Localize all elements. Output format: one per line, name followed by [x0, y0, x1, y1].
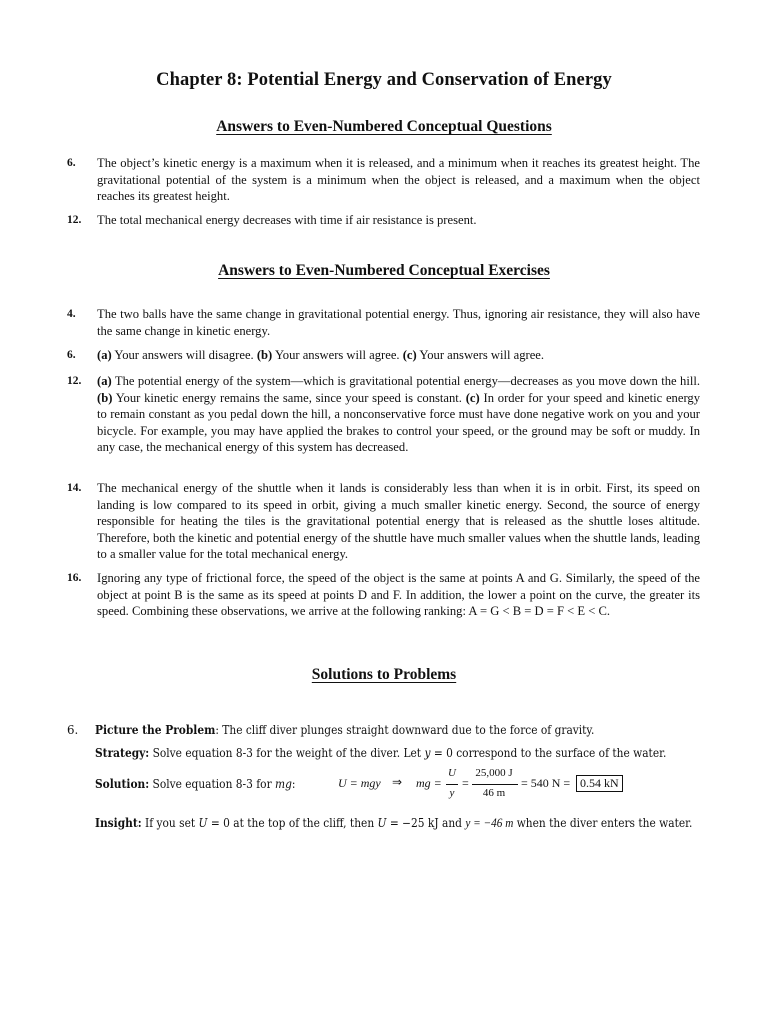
exercise-number: 14.	[67, 482, 82, 494]
strategy-text-2: = 0 correspond to the surface of the water.	[430, 746, 667, 760]
exercise-answer-text: The mechanical energy of the shuttle when it lands is considerably less than when it is in orbit. First, its speed on landing is low compared to its speed in orbit, giving a much smaller kinetic energy. Second, the source of energy responsible for heating the tiles is the gravitational potential energy that is released as the shuttle loses altitude. Therefore, both the kinetic and potential energy of the shuttle have much smaller values when the shuttle lands, leading to a smaller value for the total mechanical energy.	[97, 481, 700, 561]
part-c-text: Your answers will agree.	[416, 348, 545, 362]
insight-text-2: = 0 at the top of the cliff, then	[207, 816, 378, 830]
exercise-answer-text: The two balls have the same change in gravitational potential energy. Thus, ignoring air resistance, they will also have the same change in kinetic energy.	[97, 307, 700, 338]
part-c-label: (c)	[402, 348, 417, 362]
solution-line	[95, 776, 295, 792]
part-a-label: (a)	[97, 348, 112, 362]
picture-the-problem-text: : The cliff diver plunges straight downward due to the force of gravity.	[215, 723, 595, 737]
insight-variable-u2: U	[377, 816, 387, 830]
insight-y-value: y = −46 m	[465, 816, 514, 830]
strategy-text-1: Solve equation 8-3 for the weight of the diver. Let	[149, 746, 425, 760]
exercise-answer-text	[97, 347, 700, 364]
insight-line	[95, 815, 692, 831]
equation-implies-arrow: ⇒	[392, 775, 403, 789]
fraction-2-denominator: 46 m	[482, 787, 506, 799]
exercise-item-12	[67, 373, 700, 456]
insight-text-1: If you set	[141, 816, 199, 830]
exercise-answer-text: Ignoring any type of frictional force, the speed of the object is the same at points A and G. Similarly, the speed of the object at point B is the same as its speed at points D and F. In addition, the lower a point on the curve, the greater its speed. Combining these observations, we arrive at the following ranking: A = G < B = D = F < E < C.	[97, 571, 700, 618]
insight-variable-u: U	[198, 816, 208, 830]
solution-label: Solution:	[95, 777, 150, 791]
part-b-text: Your kinetic energy remains the same, since your speed is constant.	[112, 390, 466, 405]
solutions-heading-text: Solutions to Problems	[311, 666, 457, 683]
strategy-variable: y	[424, 746, 431, 760]
part-a-text: The potential energy of the system—which is gravitational potential energy—decreases as you move down the hill.	[111, 374, 700, 388]
equation-mg: mg =	[416, 776, 442, 790]
insight-label: Insight:	[95, 816, 142, 830]
exercise-item-4	[67, 306, 700, 339]
equation-result: = 540 N =	[521, 776, 571, 790]
problem-number: 6.	[67, 723, 79, 737]
boxed-answer: 0.54 kN	[576, 775, 623, 792]
question-answer-text: The object’s kinetic energy is a maximum when it is released, and a minimum when it reaches its greatest height. The gravitational potential of the system is a minimum when the object is released, and a maximum when the object reaches its greatest height.	[97, 156, 700, 203]
part-b-label: (b)	[97, 390, 113, 405]
conceptual-questions-heading	[0, 118, 768, 136]
part-c-text: In order for your speed and kinetic energy to remain constant as you pedal down the hill, a nonconservative force must have done negative work on you and your bicycle. For example, you may have applied the brakes to control your speed, or the ground may be soft or muddy. In any case, the mechanical energy of this system has decreased.	[97, 390, 701, 454]
exercise-item-16	[67, 570, 700, 620]
solutions-heading	[0, 666, 768, 684]
equation-equals: =	[462, 776, 469, 790]
question-answer-text: The total mechanical energy decreases with time if air resistance is present.	[97, 213, 477, 227]
chapter-title: Chapter 8: Potential Energy and Conservation of Energy	[156, 70, 612, 90]
question-number: 12.	[67, 214, 82, 226]
question-number: 6.	[67, 157, 76, 169]
exercise-number: 16.	[67, 572, 82, 584]
exercise-answer-text	[97, 373, 700, 456]
exercise-item-14	[67, 480, 700, 563]
part-a-text: Your answers will disagree.	[111, 348, 257, 362]
exercise-number: 4.	[67, 308, 76, 320]
picture-the-problem-line	[95, 722, 594, 738]
strategy-line	[95, 745, 666, 761]
exercise-number: 12.	[67, 375, 82, 387]
part-a-label: (a)	[97, 374, 112, 388]
picture-the-problem-label: Picture the Problem	[95, 723, 216, 737]
fraction-1-numerator: U	[448, 767, 456, 779]
part-b-text: Your answers will agree.	[272, 348, 403, 362]
fraction-1-bar	[446, 784, 458, 785]
question-item-12	[67, 212, 700, 229]
insight-text-4: when the diver enters the water.	[513, 816, 693, 830]
question-item-6	[67, 155, 700, 205]
solution-colon: :	[291, 777, 296, 791]
fraction-1-denominator: y	[449, 787, 455, 799]
fraction-2-numerator: 25,000 J	[475, 767, 513, 779]
conceptual-questions-heading-text: Answers to Even-Numbered Conceptual Questions	[216, 118, 552, 135]
part-c-label: (c)	[465, 390, 480, 405]
equation-lhs: U = mgy	[338, 776, 381, 790]
insight-text-3: = −25 kJ and	[386, 816, 466, 830]
solution-text: Solve equation 8-3 for	[149, 777, 276, 791]
solution-variable: mg	[275, 777, 292, 791]
fraction-2-bar	[472, 784, 518, 785]
part-b-label: (b)	[256, 348, 273, 362]
conceptual-exercises-heading	[0, 262, 768, 280]
strategy-label: Strategy:	[95, 746, 150, 760]
exercise-number: 6.	[67, 349, 76, 361]
exercise-item-6	[67, 347, 700, 364]
conceptual-exercises-heading-text: Answers to Even-Numbered Conceptual Exercises	[218, 262, 550, 279]
